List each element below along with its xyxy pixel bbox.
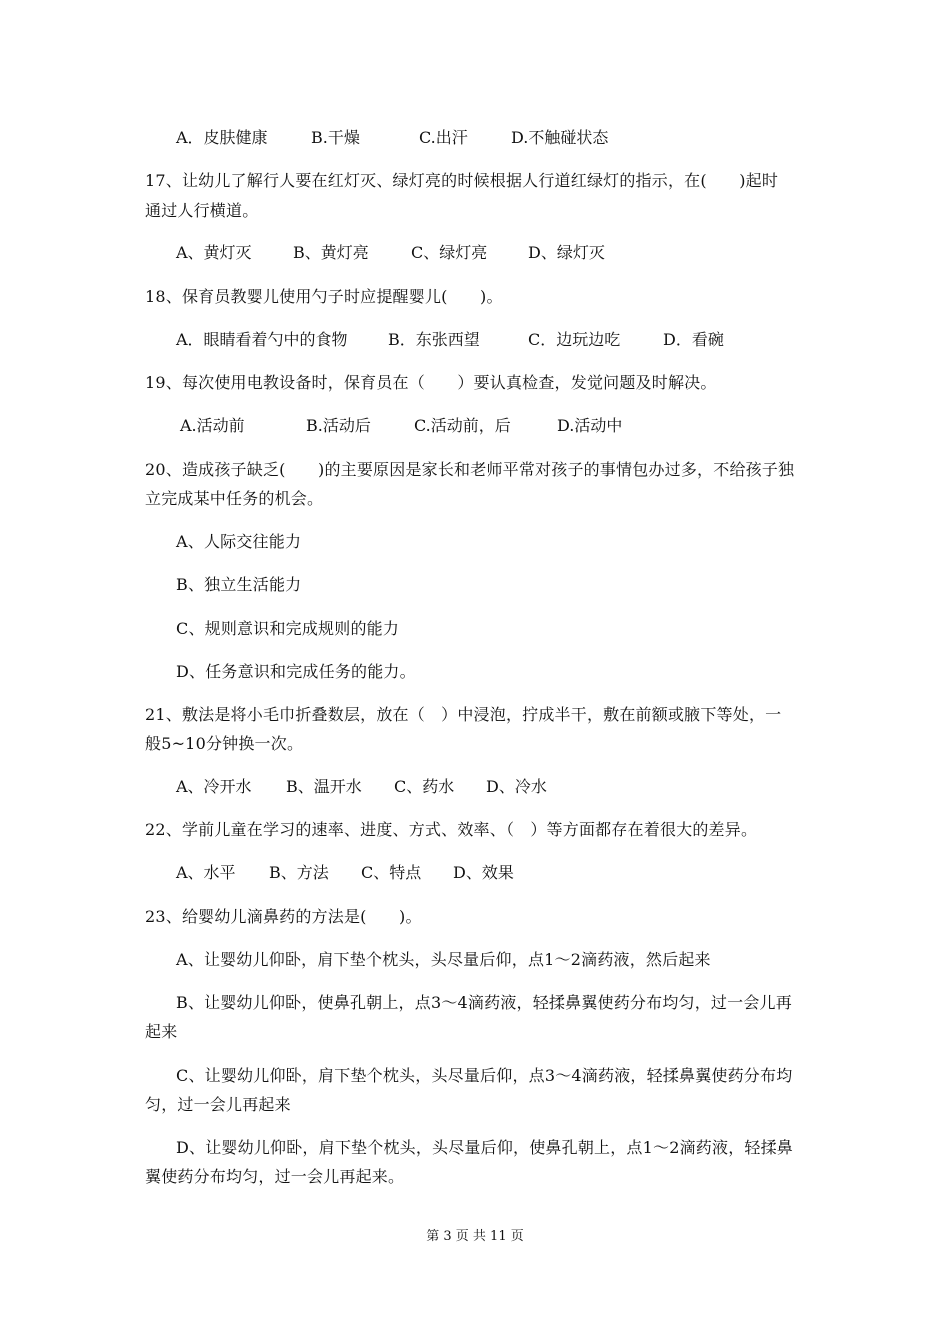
q16-option-d: D.不触碰状态 xyxy=(511,128,609,147)
q21-option-d: D、冷水 xyxy=(486,777,547,796)
q22-option-a: A、水平 xyxy=(176,863,236,882)
q20-option-b: B、独立生活能力 xyxy=(176,575,302,594)
q20-text-line1: 20、造成孩子缺乏( )的主要原因是家长和老师平常对孩子的事情包办过多，不给孩子独 xyxy=(145,460,795,479)
q18-option-d: D．看碗 xyxy=(663,330,724,349)
q21-text-line2: 般5~10分钟换一次。 xyxy=(145,734,304,753)
page-footer: 第 3 页 共 11 页 xyxy=(426,1229,524,1244)
q23-option-d-line1: D、让婴幼儿仰卧，肩下垫个枕头，头尽量后仰，使鼻孔朝上，点1～2滴药液，轻揉鼻 xyxy=(176,1138,793,1157)
q17-option-c: C、绿灯亮 xyxy=(411,243,488,262)
q17-text-line1: 17、让幼儿了解行人要在红灯灭、绿灯亮的时候根据人行道红绿灯的指示，在( )起时 xyxy=(145,171,779,190)
q16-option-b: B.干燥 xyxy=(311,128,360,147)
q18-option-b: B．东张西望 xyxy=(388,330,480,349)
q22-text: 22、学前儿童在学习的速率、进度、方式、效率、（ ）等方面都存在着很大的差异。 xyxy=(145,820,758,839)
q22-option-b: B、方法 xyxy=(269,863,329,882)
q23-text: 23、给婴幼儿滴鼻药的方法是( )。 xyxy=(145,907,422,926)
q19-text: 19、每次使用电教设备时，保育员在（ ）要认真检查，发觉问题及时解决。 xyxy=(145,373,717,392)
q21-text-line1: 21、敷法是将小毛巾折叠数层，放在（ ）中浸泡，拧成半干，敷在前额或腋下等处，一 xyxy=(145,705,782,724)
q20-option-d: D、任务意识和完成任务的能力。 xyxy=(176,662,416,681)
q17-option-b: B、黄灯亮 xyxy=(293,243,369,262)
q23-option-a: A、让婴幼儿仰卧，肩下垫个枕头，头尽量后仰，点1～2滴药液，然后起来 xyxy=(176,950,711,969)
q16-option-c: C.出汗 xyxy=(419,128,468,147)
q21-option-a: A、冷开水 xyxy=(176,777,252,796)
q20-text-line2: 立完成某中任务的机会。 xyxy=(145,489,324,508)
q23-option-c-line1: C、让婴幼儿仰卧，肩下垫个枕头，头尽量后仰，点3～4滴药液，轻揉鼻翼使药分布均 xyxy=(176,1066,793,1085)
q18-text: 18、保育员教婴儿使用勺子时应提醒婴儿( )。 xyxy=(145,287,503,306)
q17-text-line2: 通过人行横道。 xyxy=(145,201,259,220)
q23-option-b-line1: B、让婴幼儿仰卧，使鼻孔朝上，点3～4滴药液，轻揉鼻翼使药分布均匀，过一会儿再 xyxy=(176,993,792,1012)
q21-option-b: B、温开水 xyxy=(286,777,362,796)
q19-option-a: A.活动前 xyxy=(180,416,245,435)
q23-option-c-line2: 匀，过一会儿再起来 xyxy=(145,1095,291,1114)
q18-option-a: A．眼睛看着勺中的食物 xyxy=(176,330,348,349)
q22-option-d: D、效果 xyxy=(453,863,514,882)
q23-option-b-line2: 起来 xyxy=(145,1022,178,1041)
q17-option-a: A、黄灯灭 xyxy=(176,243,252,262)
q18-option-c: C．边玩边吃 xyxy=(528,330,621,349)
q22-option-c: C、特点 xyxy=(361,863,422,882)
q23-option-d-line2: 翼使药分布均匀，过一会儿再起来。 xyxy=(145,1167,405,1186)
q21-option-c: C、药水 xyxy=(394,777,455,796)
q20-option-a: A、人际交往能力 xyxy=(176,532,302,551)
q19-option-d: D.活动中 xyxy=(557,416,623,435)
q20-option-c: C、规则意识和完成规则的能力 xyxy=(176,619,400,638)
q16-option-a: A．皮肤健康 xyxy=(176,128,268,147)
q19-option-b: B.活动后 xyxy=(306,416,371,435)
q19-option-c: C.活动前，后 xyxy=(414,416,511,435)
q17-option-d: D、绿灯灭 xyxy=(528,243,605,262)
